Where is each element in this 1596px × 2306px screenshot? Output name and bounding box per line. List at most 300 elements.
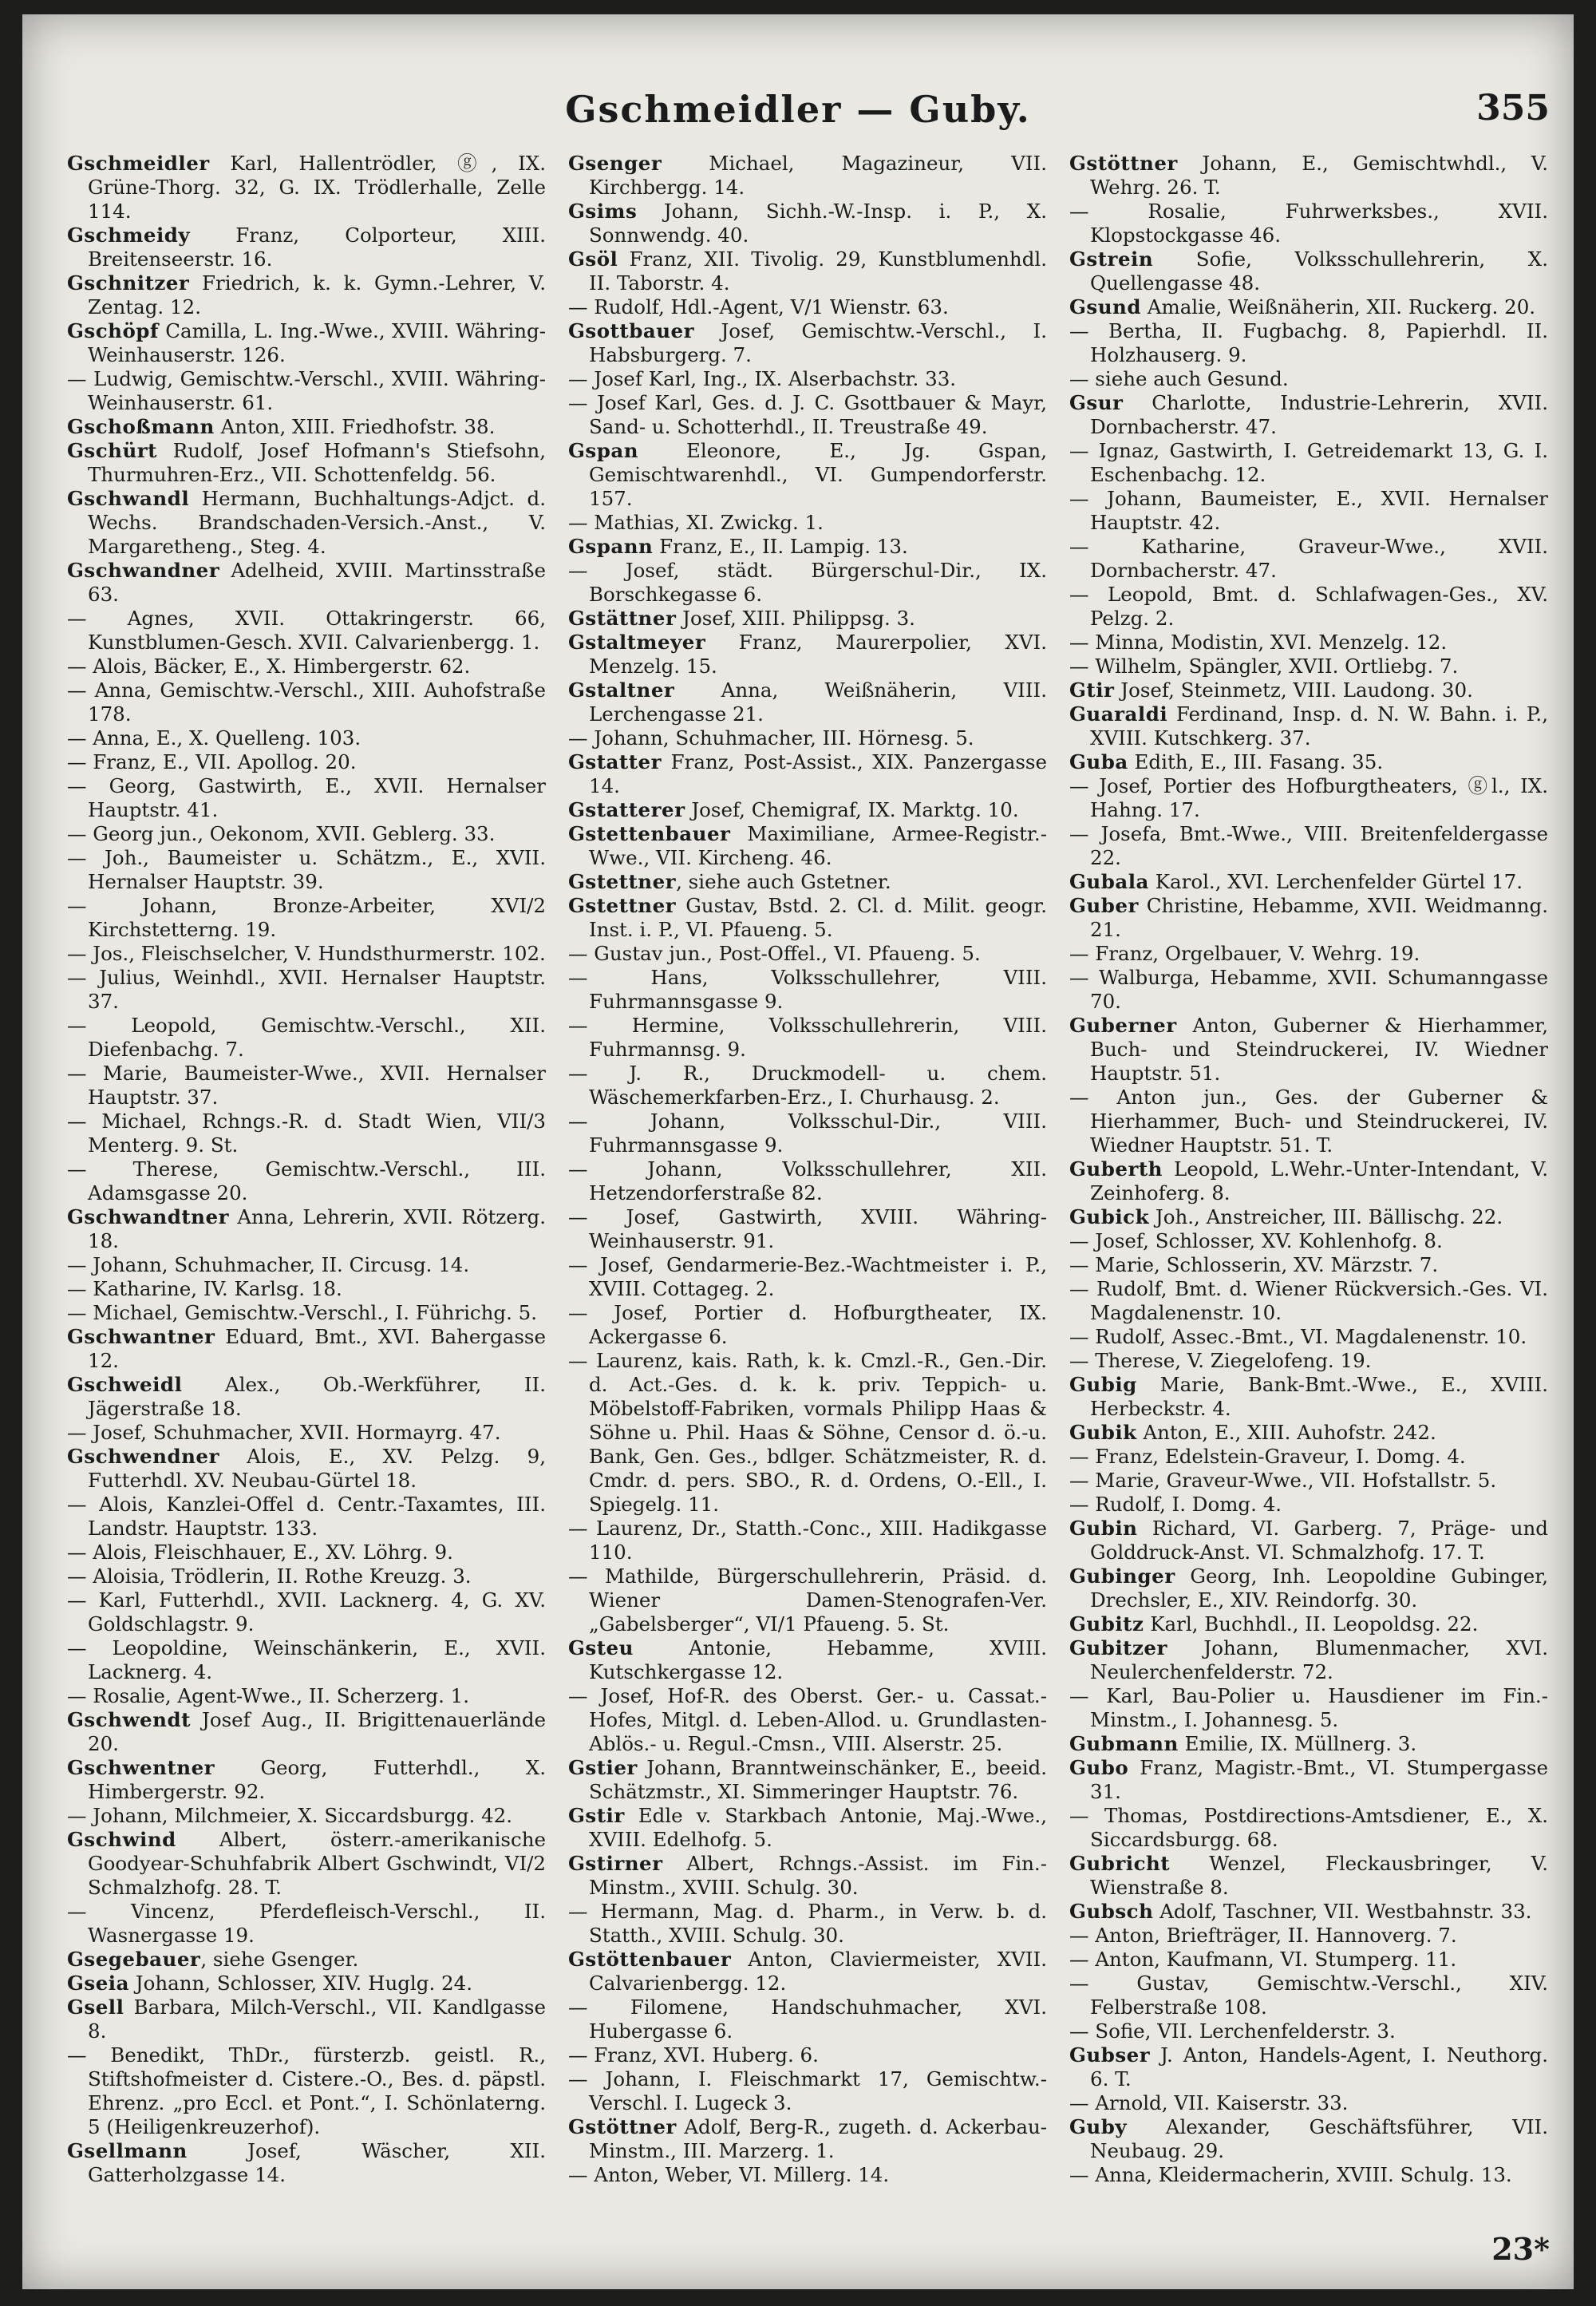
directory-entry	[67, 271, 546, 319]
entry-surname: Gstatter	[568, 750, 662, 773]
entry-text: — Mathias, XI. Zwickg. 1.	[568, 511, 824, 534]
entry-text: Alois, E., XV. Pelzg. 9, Futterhdl. XV. Neubau-Gürtel 18.	[88, 1445, 546, 1492]
directory-entry	[1069, 1325, 1548, 1349]
entry-surname: Gstättner	[568, 607, 677, 630]
entry-text: Hermann, Buchhaltungs-Adjct. d. Wechs. Brandschaden-Versich.-Anst., V. Margaretheng., Steg. 4.	[88, 487, 546, 558]
directory-entry	[568, 1517, 1047, 1564]
entry-text: Emilie, IX. Müllnerg. 3.	[1178, 1732, 1417, 1755]
directory-entry	[67, 942, 546, 966]
entry-text: — Gustav, Gemischtw.-Verschl., XIV. Felberstraße 108.	[1069, 1972, 1548, 2019]
entry-text: — Marie, Graveur-Wwe., VII. Hofstallstr. 5.	[1069, 1469, 1497, 1492]
entry-text: — Franz, XVI. Huberg. 6.	[568, 2043, 819, 2067]
entry-text: Johann, Branntweinschänker, E., beeid. Schätzmstr., XI. Simmeringer Hauptstr. 76.	[589, 1756, 1047, 1803]
entry-text: — Marie, Baumeister-Wwe., XVII. Hernalser Hauptstr. 37.	[67, 1062, 546, 1109]
entry-text: — Laurenz, kais. Rath, k. k. Cmzl.-R., Gen.-Dir. d. Act.-Ges. d. k. k. priv. Teppich- u. Möbelstoff-Fabriken, vormals Philipp Haas & Söhne u. Phil. Haas & Söhne, Censor d. ö.-u. Bank, Gen. Ges., bdlger. Schätzmeister, R. d. Cmdr. d. pers. SBO., R. d. Ordens, O.-Ell., I. Spiegelg. 11.	[568, 1349, 1047, 1516]
directory-entry	[1069, 1948, 1548, 1972]
entry-surname: Gschwandner	[67, 559, 220, 582]
directory-entry	[568, 1205, 1047, 1253]
directory-entry	[1069, 678, 1548, 702]
column-left	[67, 152, 546, 2227]
column-right	[1069, 152, 1548, 2227]
entry-text: — Alois, Kanzlei-Offel d. Centr.-Taxamtes, III. Landstr. Hauptstr. 133.	[67, 1493, 546, 1540]
directory-entry	[67, 559, 546, 607]
entry-text: — Hermann, Mag. d. Pharm., in Verw. b. d. Statth., XVIII. Schulg. 30.	[568, 1900, 1047, 1947]
directory-entry	[568, 200, 1047, 247]
entry-text: Antonie, Hebamme, XVIII. Kutschkergasse 12.	[589, 1636, 1047, 1683]
entry-text: Richard, VI. Garberg. 7, Präge- und Golddruck-Anst. VI. Schmalzhofg. 17. T.	[1090, 1517, 1548, 1564]
entry-text: Anton, Guberner & Hierhammer, Buch- und Steindruckerei, IV. Wiedner Hauptstr. 51.	[1090, 1014, 1548, 1085]
entry-text: Ferdinand, Insp. d. N. W. Bahn. i. P., XVIII. Kutschkerg. 37.	[1090, 702, 1548, 750]
directory-entry	[568, 319, 1047, 367]
directory-entry	[568, 798, 1047, 822]
entry-text: Anna, Lehrerin, XVII. Rötzerg. 18.	[88, 1205, 546, 1252]
entry-text: — Filomene, Handschuhmacher, XVI. Hubergasse 6.	[568, 1996, 1047, 2043]
directory-entry	[1069, 1924, 1548, 1948]
directory-entry	[1069, 750, 1548, 774]
entry-text: — Anton, Briefträger, II. Hannoverg. 7.	[1069, 1924, 1457, 1947]
entry-surname: Gsegebauer	[67, 1948, 201, 1971]
entry-text: — Michael, Rchngs.-R. d. Stadt Wien, VII/3 Menterg. 9. St.	[67, 1109, 546, 1157]
directory-entry	[568, 1109, 1047, 1157]
directory-entry	[67, 439, 546, 487]
entry-text: Christine, Hebamme, XVII. Weidmanng. 21.	[1090, 894, 1548, 941]
directory-entry	[568, 295, 1047, 319]
entry-text: — Anton, Weber, VI. Millerg. 14.	[568, 2163, 890, 2186]
directory-entry	[1069, 1684, 1548, 1732]
directory-entry	[1069, 1349, 1548, 1373]
directory-entry	[67, 1828, 546, 1900]
directory-entry	[1069, 1469, 1548, 1493]
directory-entry	[1069, 1086, 1548, 1157]
entry-text: Johann, Schlosser, XIV. Huglg. 24.	[129, 1972, 472, 1995]
entry-text: , siehe auch Gstetner.	[676, 870, 891, 893]
directory-entry	[568, 1564, 1047, 1636]
entry-text: — Minna, Modistin, XVI. Menzelg. 12.	[1069, 631, 1448, 654]
entry-text: — Franz, Orgelbauer, V. Wehrg. 19.	[1069, 942, 1420, 965]
directory-entry	[1069, 1229, 1548, 1253]
directory-entry	[1069, 2091, 1548, 2115]
directory-entry	[1069, 2163, 1548, 2187]
entry-text: Josef, Wäscher, XII. Gatterholzgasse 14.	[88, 2139, 546, 2186]
directory-entry	[568, 1948, 1047, 1996]
entry-text: — Alois, Fleischhauer, E., XV. Löhrg. 9.	[67, 1541, 453, 1564]
directory-entry	[1069, 1972, 1548, 2019]
entry-text: , siehe Gsenger.	[200, 1948, 359, 1971]
entry-surname: Guba	[1069, 750, 1128, 773]
directory-entry	[568, 726, 1047, 750]
directory-entry	[67, 319, 546, 367]
directory-entry	[568, 870, 1047, 894]
directory-entry	[67, 846, 546, 894]
entry-text: — Rudolf, Assec.-Bmt., VI. Magdalenenstr. 10.	[1069, 1325, 1527, 1348]
directory-entry	[67, 223, 546, 271]
entry-text: Johann, E., Gemischtwhdl., V. Wehrg. 26. T.	[1090, 152, 1548, 199]
entry-surname: Gstaltner	[568, 678, 675, 702]
directory-entry	[568, 367, 1047, 391]
entry-text: Georg, Futterhdl., X. Himbergerstr. 92.	[88, 1756, 546, 1803]
directory-entry	[1069, 1493, 1548, 1517]
entry-text: — Leopold, Gemischtw.-Verschl., XII. Diefenbachg. 7.	[67, 1014, 546, 1061]
directory-entry	[1069, 774, 1548, 822]
entry-surname: Gsund	[1069, 295, 1141, 318]
directory-entry	[67, 678, 546, 726]
directory-entry	[1069, 319, 1548, 367]
directory-entry	[1069, 367, 1548, 391]
directory-entry	[67, 1996, 546, 2043]
entry-surname: Gschwendt	[67, 1708, 191, 1731]
entry-surname: Gspan	[568, 439, 639, 462]
entry-surname: Gubick	[1069, 1205, 1150, 1228]
entry-text: Anton, XIII. Friedhofstr. 38.	[214, 415, 496, 438]
entry-text: — Johann, Volksschullehrer, XII. Hetzendorferstraße 82.	[568, 1157, 1047, 1204]
directory-entry	[1069, 1373, 1548, 1421]
entry-text: Franz, E., II. Lampig. 13.	[653, 535, 908, 558]
entry-surname: Guby	[1069, 2115, 1128, 2138]
directory-entry	[67, 966, 546, 1014]
entry-text: Georg, Inh. Leopoldine Gubinger, Drechsler, E., XIV. Reindorfg. 30.	[1090, 1564, 1548, 1612]
directory-entry	[1069, 535, 1548, 583]
directory-entry	[568, 1852, 1047, 1900]
directory-entry	[67, 1373, 546, 1421]
entry-text: Joh., Anstreicher, III. Bällischg. 22.	[1149, 1205, 1503, 1228]
entry-surname: Gstettner	[568, 870, 677, 893]
entry-text: — Johann, Bronze-Arbeiter, XVI/2 Kirchstetterng. 19.	[67, 894, 546, 941]
directory-entry	[1069, 966, 1548, 1014]
entry-surname: Gschwandtner	[67, 1205, 229, 1228]
entry-text: — Anna, Kleidermacherin, XVIII. Schulg. 13.	[1069, 2163, 1512, 2186]
directory-entry	[67, 1684, 546, 1708]
entry-text: — Ludwig, Gemischtw.-Verschl., XVIII. Währing-Weinhauserstr. 61.	[67, 367, 546, 414]
entry-text: Eleonore, E., Jg. Gspan, Gemischtwarenhdl., VI. Gumpendorferstr. 157.	[589, 439, 1047, 510]
entry-surname: Guberth	[1069, 1157, 1163, 1181]
entry-text: — Johann, Schuhmacher, II. Circusg. 14.	[67, 1253, 470, 1276]
entry-text: Alex., Ob.-Werkführer, II. Jägerstraße 18.	[88, 1373, 546, 1420]
entry-text: — siehe auch Gesund.	[1069, 367, 1289, 390]
directory-entry	[1069, 583, 1548, 631]
entry-text: — Laurenz, Dr., Statth.-Conc., XIII. Hadikgasse 110.	[568, 1517, 1047, 1564]
entry-surname: Gstir	[568, 1804, 625, 1827]
entry-surname: Gstöttner	[568, 2115, 677, 2138]
entry-text: Edith, E., III. Fasang. 35.	[1128, 750, 1384, 773]
entry-surname: Gschwandl	[67, 487, 190, 510]
entry-text: — Georg, Gastwirth, E., XVII. Hernalser Hauptstr. 41.	[67, 774, 546, 821]
directory-entry	[568, 1301, 1047, 1349]
directory-entry	[1069, 702, 1548, 750]
entry-text: Josef, Chemigraf, IX. Marktg. 10.	[685, 798, 1019, 821]
directory-entry	[67, 1301, 546, 1325]
entry-text: Franz, XII. Tivolig. 29, Kunstblumenhdl. II. Taborstr. 4.	[589, 247, 1047, 295]
directory-entry	[568, 2163, 1047, 2187]
directory-entry	[1069, 200, 1548, 247]
entry-text: Leopold, L.Wehr.-Unter-Intendant, V. Zeinhoferg. 8.	[1090, 1157, 1548, 1204]
entry-text: — Joh., Baumeister u. Schätzm., E., XVII. Hernalser Hauptstr. 39.	[67, 846, 546, 893]
entry-text: Adolf, Taschner, VII. Westbahnstr. 33.	[1153, 1900, 1532, 1923]
directory-entry	[568, 559, 1047, 607]
entry-text: — Rosalie, Agent-Wwe., II. Scherzerg. 1.	[67, 1684, 470, 1707]
entry-text: Anton, E., XIII. Auhofstr. 242.	[1136, 1421, 1436, 1444]
directory-entry	[568, 2043, 1047, 2067]
entry-text: — Johann, Milchmeier, X. Siccardsburgg. 42.	[67, 1804, 513, 1827]
entry-text: Michael, Magazineur, VII. Kirchbergg. 14.	[589, 152, 1047, 199]
directory-entry	[568, 1062, 1047, 1109]
entry-text: Rudolf, Josef Hofmann's Stiefsohn, Thurmuhren-Erz., VII. Schottenfeldg. 56.	[88, 439, 546, 486]
directory-entry	[1069, 1517, 1548, 1564]
directory-entry	[67, 1588, 546, 1636]
directory-entry	[67, 1756, 546, 1804]
entry-text: Barbara, Milch-Verschl., VII. Kandlgasse 8.	[88, 1996, 546, 2043]
entry-text: — Franz, Edelstein-Graveur, I. Domg. 4.	[1069, 1445, 1466, 1468]
entry-surname: Gsottbauer	[568, 319, 695, 342]
entry-text: Franz, Magistr.-Bmt., VI. Stumpergasse 31.	[1090, 1756, 1548, 1803]
entry-surname: Gsur	[1069, 391, 1124, 414]
directory-page	[22, 14, 1574, 2289]
directory-entry	[568, 1636, 1047, 1684]
directory-entry	[1069, 1014, 1548, 1086]
entry-text: Josef, XIII. Philippsg. 3.	[676, 607, 915, 630]
entry-text: — Josef, Gastwirth, XVIII. Währing-Weinhauserstr. 91.	[568, 1205, 1047, 1252]
directory-entry	[67, 894, 546, 942]
directory-entry	[67, 1253, 546, 1277]
entry-text: — Josef, Gendarmerie-Bez.-Wachtmeister i. P., XVIII. Cottageg. 2.	[568, 1253, 1047, 1300]
entry-text: Anna, Weißnäherin, VIII. Lerchengasse 21.	[589, 678, 1047, 726]
directory-entry	[568, 391, 1047, 439]
entry-surname: Gstöttenbauer	[568, 1948, 732, 1971]
signature-mark: 23*	[1491, 2231, 1550, 2267]
directory-entry	[67, 1445, 546, 1493]
entry-text: Eduard, Bmt., XVI. Bahergasse 12.	[88, 1325, 546, 1372]
entry-text: — Johann, Schuhmacher, III. Hörnesg. 5.	[568, 726, 974, 750]
directory-entry	[1069, 1804, 1548, 1852]
directory-entry	[568, 2067, 1047, 2115]
directory-entry	[568, 1804, 1047, 1852]
directory-entry	[568, 678, 1047, 726]
entry-surname: Gschwantner	[67, 1325, 215, 1348]
entry-text: Albert, Rchngs.-Assist. im Fin.-Minstm., XVIII. Schulg. 30.	[589, 1852, 1047, 1899]
directory-entry	[67, 1421, 546, 1445]
entry-surname: Gstirner	[568, 1852, 663, 1875]
entry-text: — Rosalie, Fuhrwerksbes., XVII. Klopstockgasse 46.	[1069, 200, 1548, 247]
entry-text: — Hermine, Volksschullehrerin, VIII. Fuhrmannsg. 9.	[568, 1014, 1047, 1061]
entry-text: — Johann, Volksschul-Dir., VIII. Fuhrmannsgasse 9.	[568, 1109, 1047, 1157]
entry-text: Wenzel, Fleckausbringer, V. Wienstraße 8.	[1090, 1852, 1548, 1899]
directory-entry	[67, 1014, 546, 1062]
entry-surname: Gschürt	[67, 439, 157, 462]
entry-text: — Josef, Schuhmacher, XVII. Hormayrg. 47.	[67, 1421, 501, 1444]
directory-entry	[568, 607, 1047, 631]
entry-surname: Gubitz	[1069, 1612, 1144, 1636]
directory-entry	[67, 822, 546, 846]
directory-entry	[568, 1157, 1047, 1205]
entry-text: — J. R., Druckmodell- u. chem. Wäschemerkfarben-Erz., I. Churhausg. 2.	[568, 1062, 1047, 1109]
page-title: Gschmeidler — Guby.	[565, 88, 1031, 131]
entry-text: — Julius, Weinhdl., XVII. Hernalser Hauptstr. 37.	[67, 966, 546, 1013]
entry-text: — Hans, Volksschullehrer, VIII. Fuhrmannsgasse 9.	[568, 966, 1047, 1013]
directory-entry	[568, 1684, 1047, 1756]
entry-surname: Gubo	[1069, 1756, 1129, 1779]
directory-entry	[67, 1900, 546, 1948]
entry-text: — Ignaz, Gastwirth, I. Getreidemarkt 13, G. I. Eschenbachg. 12.	[1069, 439, 1548, 486]
entry-text: — Gustav jun., Post-Offel., VI. Pfaueng. 5.	[568, 942, 981, 965]
directory-entry	[1069, 295, 1548, 319]
directory-entry	[568, 1014, 1047, 1062]
entry-text: Franz, Colporteur, XIII. Breitenseerstr. 16.	[88, 223, 546, 271]
entry-text: Edle v. Starkbach Antonie, Maj.-Wwe., XVIII. Edelhofg. 5.	[589, 1804, 1047, 1851]
directory-entry	[67, 2043, 546, 2139]
entry-text: J. Anton, Handels-Agent, I. Neuthorg. 6. T.	[1090, 2043, 1548, 2090]
directory-entry	[1069, 942, 1548, 966]
directory-entry	[568, 247, 1047, 295]
entry-text: — Josef, Portier des Hofburgtheaters, ⓖl., IX. Hahng. 17.	[1069, 774, 1548, 821]
entry-surname: Gschöpf	[67, 319, 159, 342]
directory-entry	[568, 1900, 1047, 1948]
entry-text: — Jos., Fleischselcher, V. Hundsthurmerstr. 102.	[67, 942, 546, 965]
entry-text: Josef, Gemischtw.-Verschl., I. Habsburgerg. 7.	[589, 319, 1047, 366]
directory-entry	[67, 1493, 546, 1541]
entry-text: — Anna, E., X. Quelleng. 103.	[67, 726, 361, 750]
directory-entry	[67, 1636, 546, 1684]
directory-entry	[568, 511, 1047, 535]
directory-entry	[1069, 1636, 1548, 1684]
directory-entry	[568, 966, 1047, 1014]
directory-entry	[1069, 2019, 1548, 2043]
entry-text: Amalie, Weißnäherin, XII. Ruckerg. 20.	[1140, 295, 1536, 318]
entry-text: Karol., XVI. Lerchenfelder Gürtel 17.	[1148, 870, 1523, 893]
entry-surname: Gubig	[1069, 1373, 1137, 1396]
entry-surname: Gschwind	[67, 1828, 176, 1851]
directory-entry	[568, 822, 1047, 870]
entry-surname: Gubala	[1069, 870, 1149, 893]
entry-surname: Gubsch	[1069, 1900, 1154, 1923]
directory-entry	[1069, 1756, 1548, 1804]
directory-entry	[67, 415, 546, 439]
entry-text: Franz, Maurerpolier, XVI. Menzelg. 15.	[589, 631, 1047, 678]
entry-surname: Gsellmann	[67, 2139, 188, 2162]
entry-surname: Gtir	[1069, 678, 1115, 702]
entry-surname: Gstrein	[1069, 247, 1154, 271]
entry-text: — Therese, V. Ziegelofeng. 19.	[1069, 1349, 1372, 1372]
entry-surname: Gubin	[1069, 1517, 1138, 1540]
entry-text: — Mathilde, Bürgerschullehrerin, Präsid. d. Wiener Damen-Stenografen-Ver. „Gabelsberger“, VI/1 Pfaueng. 5. St.	[568, 1564, 1047, 1636]
entry-text: — Josef, Portier d. Hofburgtheater, IX. Ackergasse 6.	[568, 1301, 1047, 1348]
entry-text: — Michael, Gemischtw.-Verschl., I. Führichg. 5.	[67, 1301, 538, 1324]
entry-text: Charlotte, Industrie-Lehrerin, XVII. Dornbacherstr. 47.	[1090, 391, 1548, 438]
column-middle	[568, 152, 1047, 2227]
entry-surname: Gstettenbauer	[568, 822, 731, 845]
entry-surname: Gubmann	[1069, 1732, 1179, 1755]
directory-entry	[67, 1205, 546, 1253]
directory-entry	[67, 152, 546, 223]
directory-entry	[67, 1062, 546, 1109]
directory-entry	[67, 1541, 546, 1564]
directory-entry	[67, 750, 546, 774]
directory-entry	[1069, 1612, 1548, 1636]
entry-surname: Gsell	[67, 1996, 124, 2019]
entry-text: Franz, Post-Assist., XIX. Panzergasse 14.	[589, 750, 1047, 797]
directory-entry	[67, 1277, 546, 1301]
entry-surname: Gstier	[568, 1756, 638, 1779]
entry-text: Alexander, Geschäftsführer, VII. Neubaug. 29.	[1090, 2115, 1548, 2162]
entry-surname: Gschmeidy	[67, 223, 191, 247]
entry-surname: Gubitzer	[1069, 1636, 1167, 1659]
entry-text: — Leopoldine, Weinschänkerin, E., XVII. Lacknerg. 4.	[67, 1636, 546, 1683]
entry-surname: Gsteu	[568, 1636, 634, 1659]
entry-text: — Johann, I. Fleischmarkt 17, Gemischtw.-Verschl. I. Lugeck 3.	[568, 2067, 1047, 2114]
directory-entry	[1069, 870, 1548, 894]
entry-text: Johann, Sichh.-W.-Insp. i. P., X. Sonnwendg. 40.	[589, 200, 1047, 247]
directory-entry	[568, 439, 1047, 511]
entry-text: — Bertha, II. Fugbachg. 8, Papierhdl. II. Holzhauserg. 9.	[1069, 319, 1548, 366]
entry-surname: Gubricht	[1069, 1852, 1171, 1875]
entry-text: — Anton jun., Ges. der Guberner & Hierhammer, Buch- und Steindruckerei, IV. Wiedner Hauptstr. 51. T.	[1069, 1086, 1548, 1157]
entry-text: Sofie, Volksschullehrerin, X. Quellengasse 48.	[1090, 247, 1548, 295]
entry-surname: Gstettner	[568, 894, 677, 917]
entry-text: — Alois, Bäcker, E., X. Himbergerstr. 62.	[67, 655, 471, 678]
entry-text: — Rudolf, Bmt. d. Wiener Rückversich.-Ges. VI. Magdalenenstr. 10.	[1069, 1277, 1548, 1324]
entry-text: — Johann, Baumeister, E., XVII. Hernalser Hauptstr. 42.	[1069, 487, 1548, 534]
directory-entry	[568, 1253, 1047, 1301]
entry-text: — Sofie, VII. Lerchenfelderstr. 3.	[1069, 2019, 1396, 2043]
directory-entry	[67, 1157, 546, 1205]
directory-entry	[568, 2115, 1047, 2163]
entry-surname: Gspann	[568, 535, 654, 558]
entry-text: — Anna, Gemischtw.-Verschl., XIII. Auhofstraße 178.	[67, 678, 546, 726]
entry-text: — Josef Karl, Ing., IX. Alserbachstr. 33.	[568, 367, 957, 390]
entry-text: Karl, Hallentrödler, ⓖ, IX. Grüne-Thorg. 32, G. IX. Trödlerhalle, Zelle 114.	[88, 152, 546, 223]
directory-entry	[1069, 487, 1548, 535]
entry-surname: Gstatterer	[568, 798, 685, 821]
directory-entry	[1069, 1277, 1548, 1325]
directory-entry	[1069, 1852, 1548, 1900]
entry-text: — Thomas, Postdirections-Amtsdiener, E., X. Siccardsburgg. 68.	[1069, 1804, 1548, 1851]
entry-text: Adolf, Berg-R., zugeth. d. Ackerbau-Minstm., III. Marzerg. 1.	[589, 2115, 1047, 2162]
entry-text: Gustav, Bstd. 2. Cl. d. Milit. geogr. Inst. i. P., VI. Pfaueng. 5.	[589, 894, 1047, 941]
directory-entry	[1069, 894, 1548, 942]
directory-entry	[1069, 822, 1548, 870]
entry-surname: Guber	[1069, 894, 1139, 917]
entry-surname: Gseia	[67, 1972, 129, 1995]
directory-entry	[67, 1109, 546, 1157]
entry-text: Friedrich, k. k. Gymn.-Lehrer, V. Zentag. 12.	[88, 271, 546, 318]
entry-surname: Gschwentner	[67, 1756, 215, 1779]
directory-entry	[67, 774, 546, 822]
entry-surname: Guberner	[1069, 1014, 1177, 1037]
entry-text: — Anton, Kaufmann, VI. Stumperg. 11.	[1069, 1948, 1457, 1971]
entry-text: — Katharine, IV. Karlsg. 18.	[67, 1277, 342, 1300]
entry-text: — Rudolf, Hdl.-Agent, V/1 Wienstr. 63.	[568, 295, 949, 318]
entry-surname: Gschweidl	[67, 1373, 183, 1396]
entry-text: Maximiliane, Armee-Registr.-Wwe., VII. Kircheng. 46.	[589, 822, 1047, 869]
directory-entry	[67, 487, 546, 559]
directory-entry	[568, 750, 1047, 798]
entry-surname: Gsöl	[568, 247, 618, 271]
directory-entry	[1069, 439, 1548, 487]
directory-entry	[67, 1804, 546, 1828]
entry-surname: Gubinger	[1069, 1564, 1175, 1588]
entry-text: Anton, Claviermeister, XVII. Calvarienbergg. 12.	[589, 1948, 1047, 1995]
entry-text: — Agnes, XVII. Ottakringerstr. 66, Kunstblumen-Gesch. XVII. Calvarienbergg. 1.	[67, 607, 546, 654]
entry-text: — Karl, Bau-Polier u. Hausdiener im Fin.-Minstm., I. Johannesg. 5.	[1069, 1684, 1548, 1731]
entry-text: Albert, österr.-amerikanische Goodyear-Schuhfabrik Albert Gschwindt, VI/2 Schmalzhofg. 28. T.	[88, 1828, 546, 1899]
entry-text: — Wilhelm, Spängler, XVII. Ortliebg. 7.	[1069, 655, 1459, 678]
entry-text: Adelheid, XVIII. Martinsstraße 63.	[88, 559, 546, 606]
directory-entry	[568, 631, 1047, 678]
entry-text: Camilla, L. Ing.-Wwe., XVIII. Währing-Weinhauserstr. 126.	[88, 319, 546, 366]
entry-text: — Therese, Gemischtw.-Verschl., III. Adamsgasse 20.	[67, 1157, 546, 1204]
entry-text: Johann, Blumenmacher, XVI. Neulerchenfelderstr. 72.	[1090, 1636, 1548, 1683]
directory-entry	[1069, 631, 1548, 655]
directory-entry	[568, 942, 1047, 966]
directory-entry	[67, 1948, 546, 1972]
